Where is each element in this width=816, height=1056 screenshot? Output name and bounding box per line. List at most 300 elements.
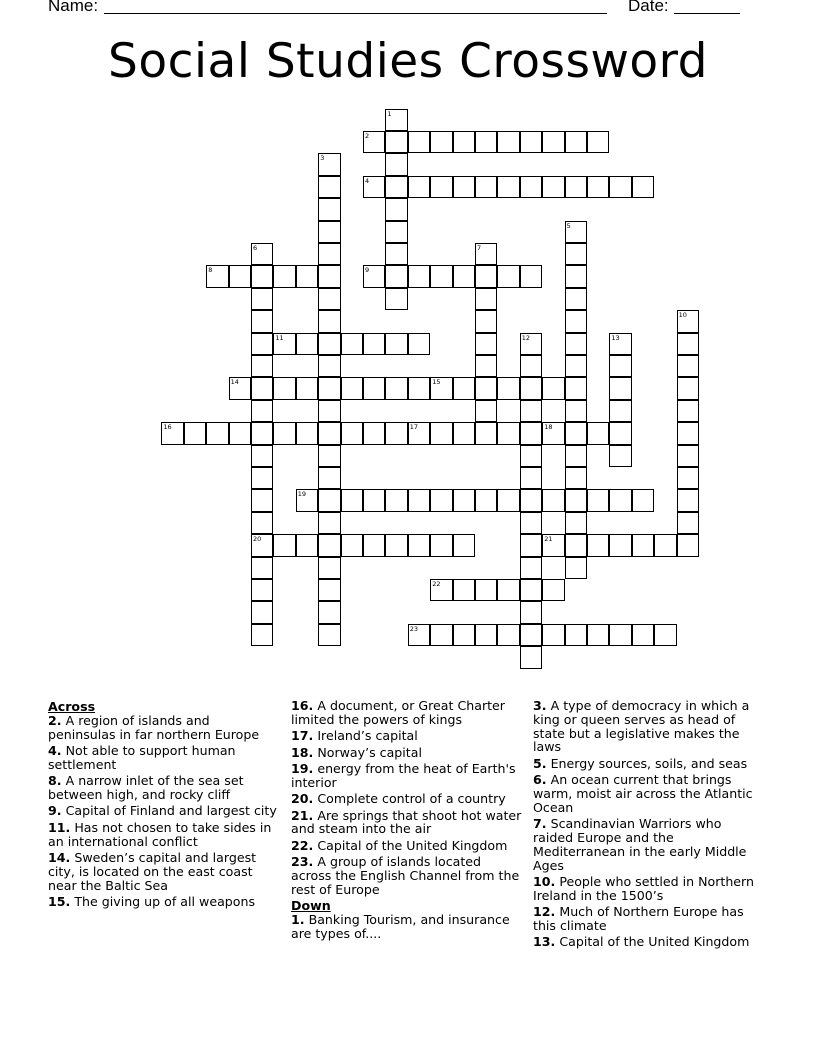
clue-text: A narrow inlet of the sea set between high, and rocky cliff <box>48 773 244 802</box>
grid-cell[interactable] <box>318 557 340 579</box>
clue-text: Are springs that shoot hot water and steam into the air <box>291 807 522 837</box>
grid-cell[interactable] <box>565 534 587 556</box>
clue-text: Capital of the United Kingdom <box>559 934 750 950</box>
grid-cell[interactable] <box>251 355 273 377</box>
grid-cell[interactable] <box>229 422 251 444</box>
grid-cell[interactable] <box>251 310 273 332</box>
grid-cell[interactable] <box>296 265 318 287</box>
grid-cell[interactable] <box>318 265 340 287</box>
grid-cell[interactable] <box>318 445 340 467</box>
clue-item <box>533 875 765 903</box>
grid-cell[interactable] <box>318 489 340 511</box>
grid-cell[interactable] <box>385 243 407 265</box>
grid-cell[interactable] <box>251 489 273 511</box>
clue-number: 18. <box>291 744 314 760</box>
grid-cell[interactable] <box>161 422 183 444</box>
grid-cell[interactable] <box>363 534 385 556</box>
grid-cell[interactable] <box>408 131 430 153</box>
grid-cell[interactable] <box>497 489 519 511</box>
grid-cell[interactable] <box>408 422 430 444</box>
grid-cell[interactable] <box>565 377 587 399</box>
grid-cell[interactable] <box>677 512 699 534</box>
clue-section-heading: Down <box>291 898 331 914</box>
clue-text: Complete control of a country <box>317 791 506 807</box>
grid-cell[interactable] <box>542 131 564 153</box>
grid-cell[interactable] <box>184 422 206 444</box>
grid-cell[interactable] <box>273 422 295 444</box>
grid-cell[interactable] <box>475 422 497 444</box>
grid-cell[interactable] <box>430 265 452 287</box>
grid-cell[interactable] <box>318 400 340 422</box>
clue-number-label: 6 <box>253 244 258 252</box>
grid-cell[interactable] <box>430 534 452 556</box>
grid-cell[interactable] <box>318 288 340 310</box>
grid-cell[interactable] <box>341 422 363 444</box>
grid-cell[interactable] <box>475 624 497 646</box>
grid-cell[interactable] <box>273 265 295 287</box>
grid-cell[interactable] <box>341 534 363 556</box>
grid-cell[interactable] <box>363 131 385 153</box>
clue-number-label: 18 <box>544 423 553 432</box>
grid-cell[interactable] <box>475 131 497 153</box>
grid-cell[interactable] <box>609 176 631 198</box>
grid-cell[interactable] <box>341 377 363 399</box>
clue-number: 17. <box>291 728 314 744</box>
grid-cell[interactable] <box>318 176 340 198</box>
clue-text: Has not chosen to take sides in an international conflict <box>48 819 272 849</box>
grid-cell[interactable] <box>273 534 295 556</box>
grid-cell[interactable] <box>565 422 587 444</box>
grid-cell[interactable] <box>251 265 273 287</box>
grid-cell[interactable] <box>251 601 273 623</box>
grid-cell[interactable] <box>542 422 564 444</box>
grid-cell[interactable] <box>318 601 340 623</box>
grid-cell[interactable] <box>251 624 273 646</box>
grid-cell[interactable] <box>497 624 519 646</box>
grid-cell[interactable] <box>497 579 519 601</box>
grid-cell[interactable] <box>206 422 228 444</box>
grid-cell[interactable] <box>475 176 497 198</box>
clue-item <box>533 905 765 933</box>
clue-number: 16. <box>291 698 314 713</box>
grid-cell[interactable] <box>677 534 699 556</box>
grid-cell[interactable] <box>542 377 564 399</box>
grid-cell[interactable] <box>475 355 497 377</box>
grid-cell[interactable] <box>587 422 609 444</box>
grid-cell[interactable] <box>385 153 407 175</box>
clue-number: 13. <box>533 934 556 950</box>
clue-item <box>291 913 523 941</box>
clue-text: People who settled in Northern Ireland in the 1500’s <box>533 873 754 903</box>
grid-cell[interactable] <box>453 422 475 444</box>
clue-number-label: 3 <box>320 154 325 163</box>
grid-cell[interactable] <box>497 377 519 399</box>
clue-item <box>291 762 523 790</box>
grid-cell[interactable] <box>385 109 407 131</box>
grid-cell[interactable] <box>542 489 564 511</box>
grid-cell[interactable] <box>453 131 475 153</box>
clue-item <box>48 895 280 909</box>
grid-cell[interactable] <box>296 377 318 399</box>
grid-cell[interactable] <box>565 489 587 511</box>
clue-column-3 <box>533 699 765 952</box>
grid-cell[interactable] <box>565 512 587 534</box>
grid-cell[interactable] <box>318 422 340 444</box>
clue-text: Banking Tourism, and insurance are types of.... <box>291 911 510 941</box>
grid-cell[interactable] <box>565 288 587 310</box>
grid-cell[interactable] <box>654 534 676 556</box>
grid-cell[interactable] <box>520 646 542 668</box>
clue-number: 22. <box>291 837 314 853</box>
grid-cell[interactable] <box>430 377 452 399</box>
grid-cell[interactable] <box>475 489 497 511</box>
clue-number: 11. <box>48 819 71 835</box>
grid-cell[interactable] <box>363 265 385 287</box>
grid-cell[interactable] <box>565 333 587 355</box>
grid-cell[interactable] <box>542 534 564 556</box>
grid-cell[interactable] <box>632 624 654 646</box>
grid-cell[interactable] <box>609 377 631 399</box>
clue-number: 12. <box>533 904 556 920</box>
grid-cell[interactable] <box>251 422 273 444</box>
clue-text: Scandinavian Warriors who raided Europe and the Mediterranean in the early Middle Ages <box>533 816 747 873</box>
grid-cell[interactable] <box>520 579 542 601</box>
grid-cell[interactable] <box>520 624 542 646</box>
clue-number-label: 8 <box>208 266 213 275</box>
clue-number: 15. <box>48 893 71 909</box>
grid-cell[interactable] <box>363 489 385 511</box>
grid-cell[interactable] <box>565 557 587 579</box>
clue-number: 20. <box>291 791 314 807</box>
clue-text: Not able to support human settlement <box>48 742 236 772</box>
grid-cell[interactable] <box>251 512 273 534</box>
grid-cell[interactable] <box>565 400 587 422</box>
clue-number: 14. <box>48 849 71 865</box>
grid-cell[interactable] <box>520 355 542 377</box>
grid-cell[interactable] <box>677 355 699 377</box>
grid-cell[interactable] <box>296 422 318 444</box>
grid-cell[interactable] <box>587 131 609 153</box>
clue-item <box>291 809 523 837</box>
page-title: Social Studies Crossword <box>108 34 708 89</box>
clue-number: 4. <box>48 742 62 758</box>
grid-cell[interactable] <box>318 355 340 377</box>
clue-number: 7. <box>533 816 547 832</box>
grid-cell[interactable] <box>565 624 587 646</box>
clue-number-label: 4 <box>365 176 370 185</box>
grid-cell[interactable] <box>475 377 497 399</box>
grid-cell[interactable] <box>296 534 318 556</box>
grid-cell[interactable] <box>318 243 340 265</box>
clue-number-label: 11 <box>275 333 284 342</box>
grid-cell[interactable] <box>318 467 340 489</box>
grid-cell[interactable] <box>341 333 363 355</box>
grid-cell[interactable] <box>520 445 542 467</box>
grid-cell[interactable] <box>520 534 542 556</box>
grid-cell[interactable] <box>677 400 699 422</box>
grid-cell[interactable] <box>475 265 497 287</box>
grid-cell[interactable] <box>363 422 385 444</box>
name-label: Name: <box>48 0 99 15</box>
grid-cell[interactable] <box>565 355 587 377</box>
clue-text: Energy sources, soils, and seas <box>550 755 748 771</box>
grid-cell[interactable] <box>341 489 363 511</box>
clue-text: Norway’s capital <box>317 744 422 760</box>
grid-cell[interactable] <box>632 489 654 511</box>
grid-cell[interactable] <box>475 310 497 332</box>
clue-number-label: 9 <box>365 266 370 275</box>
clue-number: 19. <box>291 760 314 776</box>
grid-cell[interactable] <box>520 467 542 489</box>
clue-number-label: 23 <box>409 624 419 633</box>
grid-cell[interactable] <box>408 333 430 355</box>
grid-cell[interactable] <box>453 489 475 511</box>
grid-cell[interactable] <box>296 489 318 511</box>
grid-cell[interactable] <box>430 176 452 198</box>
grid-cell[interactable] <box>385 198 407 220</box>
clue-item <box>533 699 765 754</box>
grid-cell[interactable] <box>609 355 631 377</box>
clue-text: Capital of Finland and largest city <box>65 803 277 819</box>
clue-text: energy from the heat of Earth's interior <box>291 760 516 790</box>
clue-number-label: 20 <box>253 535 262 544</box>
grid-cell[interactable] <box>677 310 699 332</box>
grid-cell[interactable] <box>251 288 273 310</box>
grid-cell[interactable] <box>430 131 452 153</box>
clue-number-label: 14 <box>230 378 239 387</box>
grid-cell[interactable] <box>453 579 475 601</box>
grid-cell[interactable] <box>475 333 497 355</box>
grid-cell[interactable] <box>609 534 631 556</box>
clue-number-label: 12 <box>521 333 531 342</box>
clue-item <box>48 714 280 742</box>
clue-number-label: 10 <box>678 311 687 320</box>
grid-cell[interactable] <box>542 579 564 601</box>
grid-cell[interactable] <box>385 422 407 444</box>
grid-cell[interactable] <box>385 265 407 287</box>
grid-cell[interactable] <box>453 624 475 646</box>
grid-cell[interactable] <box>363 176 385 198</box>
clue-text: An ocean current that brings warm, moist air across the Atlantic Ocean <box>533 772 753 815</box>
clue-item <box>291 746 523 760</box>
grid-cell[interactable] <box>408 265 430 287</box>
grid-cell[interactable] <box>408 377 430 399</box>
grid-cell[interactable] <box>520 400 542 422</box>
grid-cell[interactable] <box>251 377 273 399</box>
clue-number-label: 13 <box>611 333 620 342</box>
grid-cell[interactable] <box>251 445 273 467</box>
grid-cell[interactable] <box>363 333 385 355</box>
grid-cell[interactable] <box>430 422 452 444</box>
grid-cell[interactable] <box>677 333 699 355</box>
grid-cell[interactable] <box>565 131 587 153</box>
grid-cell[interactable] <box>251 243 273 265</box>
grid-cell[interactable] <box>520 601 542 623</box>
clue-text: A document, or Great Charter limited the powers of kings <box>291 698 505 727</box>
grid-cell[interactable] <box>453 377 475 399</box>
clue-number-label: 1 <box>387 109 392 118</box>
grid-cell[interactable] <box>430 579 452 601</box>
grid-cell[interactable] <box>408 176 430 198</box>
grid-cell[interactable] <box>520 265 542 287</box>
grid-cell[interactable] <box>565 467 587 489</box>
grid-cell[interactable] <box>251 579 273 601</box>
grid-cell[interactable] <box>587 176 609 198</box>
grid-cell[interactable] <box>453 534 475 556</box>
clue-number: 2. <box>48 712 62 728</box>
grid-cell[interactable] <box>385 176 407 198</box>
clue-number-label: 16 <box>163 423 172 432</box>
clue-number: 21. <box>291 807 314 823</box>
grid-cell[interactable] <box>318 512 340 534</box>
grid-cell[interactable] <box>632 534 654 556</box>
grid-cell[interactable] <box>475 400 497 422</box>
grid-cell[interactable] <box>318 534 340 556</box>
grid-cell[interactable] <box>497 131 519 153</box>
grid-cell[interactable] <box>609 333 631 355</box>
grid-cell[interactable] <box>453 265 475 287</box>
grid-cell[interactable] <box>677 489 699 511</box>
grid-cell[interactable] <box>385 333 407 355</box>
grid-cell[interactable] <box>251 467 273 489</box>
grid-cell[interactable] <box>475 243 497 265</box>
grid-cell[interactable] <box>497 176 519 198</box>
grid-cell[interactable] <box>318 221 340 243</box>
grid-cell[interactable] <box>206 265 228 287</box>
grid-cell[interactable] <box>408 624 430 646</box>
grid-cell[interactable] <box>542 176 564 198</box>
clue-item <box>48 821 280 849</box>
grid-cell[interactable] <box>497 422 519 444</box>
grid-cell[interactable] <box>385 131 407 153</box>
grid-cell[interactable] <box>430 489 452 511</box>
grid-cell[interactable] <box>251 333 273 355</box>
grid-cell[interactable] <box>318 198 340 220</box>
grid-cell[interactable] <box>251 400 273 422</box>
clue-number-label: 21 <box>544 535 553 544</box>
grid-cell[interactable] <box>609 400 631 422</box>
grid-cell[interactable] <box>385 221 407 243</box>
grid-cell[interactable] <box>520 489 542 511</box>
clue-item <box>48 851 280 892</box>
clue-text: A region of islands and peninsulas in far northern Europe <box>48 712 260 742</box>
clue-text: Ireland’s capital <box>317 728 418 744</box>
grid-cell[interactable] <box>229 377 251 399</box>
grid-cell[interactable] <box>565 445 587 467</box>
clue-column-1 <box>48 699 280 911</box>
grid-cell[interactable] <box>453 176 475 198</box>
grid-cell[interactable] <box>677 445 699 467</box>
grid-cell[interactable] <box>475 288 497 310</box>
grid-cell[interactable] <box>318 333 340 355</box>
grid-cell[interactable] <box>609 445 631 467</box>
clue-number-label: 2 <box>365 132 370 140</box>
grid-cell[interactable] <box>520 131 542 153</box>
grid-cell[interactable] <box>565 265 587 287</box>
grid-cell[interactable] <box>609 489 631 511</box>
grid-cell[interactable] <box>520 377 542 399</box>
clue-number-label: 5 <box>566 221 571 230</box>
grid-cell[interactable] <box>520 557 542 579</box>
grid-cell[interactable] <box>520 176 542 198</box>
grid-cell[interactable] <box>273 333 295 355</box>
clue-number-label: 7 <box>477 244 482 252</box>
clue-number: 8. <box>48 773 62 789</box>
grid-cell[interactable] <box>565 243 587 265</box>
clue-item <box>533 773 765 814</box>
grid-cell[interactable] <box>587 489 609 511</box>
grid-cell[interactable] <box>520 422 542 444</box>
clue-text: The giving up of all weapons <box>74 893 256 909</box>
grid-cell[interactable] <box>677 467 699 489</box>
clue-item <box>291 855 523 896</box>
clue-text: A group of islands located across the English Channel from the rest of Europe <box>291 854 520 897</box>
clue-item <box>48 774 280 802</box>
clue-number-label: 17 <box>409 423 419 432</box>
clue-section-heading: Across <box>48 699 96 714</box>
grid-cell[interactable] <box>520 512 542 534</box>
grid-cell[interactable] <box>632 176 654 198</box>
grid-cell[interactable] <box>229 265 251 287</box>
grid-cell[interactable] <box>677 422 699 444</box>
grid-cell[interactable] <box>654 624 676 646</box>
clue-item <box>291 699 523 727</box>
grid-cell[interactable] <box>565 310 587 332</box>
grid-cell[interactable] <box>587 534 609 556</box>
clue-item <box>533 817 765 872</box>
clue-item <box>291 839 523 853</box>
grid-cell[interactable] <box>408 489 430 511</box>
grid-cell[interactable] <box>318 579 340 601</box>
clue-number: 3. <box>533 698 547 713</box>
grid-cell[interactable] <box>520 333 542 355</box>
clue-number: 1. <box>291 911 305 927</box>
grid-cell[interactable] <box>251 557 273 579</box>
clue-text: Much of Northern Europe has this climate <box>533 904 744 933</box>
grid-cell[interactable] <box>385 534 407 556</box>
clue-text: Capital of the United Kingdom <box>317 837 508 853</box>
clue-item <box>533 935 765 949</box>
grid-cell[interactable] <box>318 310 340 332</box>
grid-cell[interactable] <box>609 422 631 444</box>
grid-cell[interactable] <box>609 624 631 646</box>
grid-cell[interactable] <box>385 288 407 310</box>
grid-cell[interactable] <box>318 153 340 175</box>
grid-cell[interactable] <box>318 377 340 399</box>
grid-cell[interactable] <box>677 377 699 399</box>
grid-cell[interactable] <box>363 377 385 399</box>
clue-item <box>48 744 280 772</box>
clue-number: 10. <box>533 873 556 889</box>
grid-cell[interactable] <box>475 579 497 601</box>
clue-item <box>291 729 523 743</box>
grid-cell[interactable] <box>251 534 273 556</box>
grid-cell[interactable] <box>318 624 340 646</box>
grid-cell[interactable] <box>542 624 564 646</box>
grid-cell[interactable] <box>587 624 609 646</box>
clue-item <box>291 792 523 806</box>
grid-cell[interactable] <box>497 265 519 287</box>
grid-cell[interactable] <box>273 377 295 399</box>
clue-number-label: 15 <box>432 378 441 387</box>
grid-cell[interactable] <box>430 624 452 646</box>
grid-cell[interactable] <box>565 221 587 243</box>
grid-cell[interactable] <box>385 377 407 399</box>
grid-cell[interactable] <box>385 489 407 511</box>
grid-cell[interactable] <box>565 176 587 198</box>
grid-cell[interactable] <box>408 534 430 556</box>
grid-cell[interactable] <box>296 333 318 355</box>
